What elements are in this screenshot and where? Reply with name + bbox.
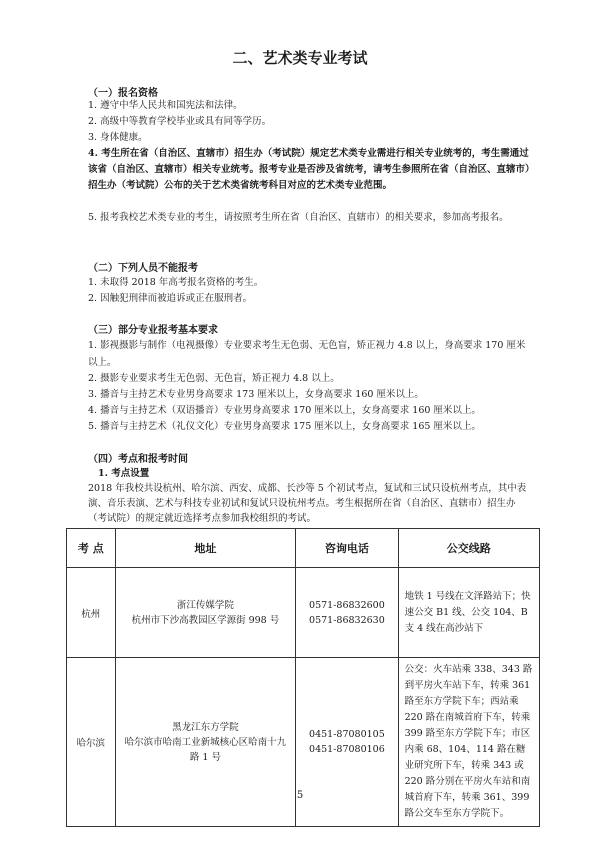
eligibility-item-4: 4. 考生所在省（自治区、直辖市）招生办（考试院）规定艺术类专业需进行相关专业统考的，考生需通过该省（自治区、直辖市）相关专业统考。报考专业是否涉及省统考，请考生参照所在省（自治区、直辖市）招生办（考试院）公布的关于艺术类省统考科目对应的艺术类专业范围。 [88,148,530,191]
site-phone [296,658,398,827]
column-header-bus: 公交线路 [398,529,539,568]
sub-heading-exam-sites: 1. 考点设置 [98,468,150,479]
section-heading-excluded: （二）下列人员不能报考 [88,263,198,274]
page-number: 5 [296,790,304,801]
eligibility-item: 1. 遵守中华人民共和国宪法和法律。 [88,100,243,111]
table-header-row [67,529,540,568]
section-heading-requirements: （三）部分专业报考基本要求 [88,325,218,336]
address-line: 哈尔滨市哈南工业新城核心区哈南十九路 1 号 [124,736,287,763]
site-address [115,568,296,658]
eligibility-item-5: 5. 报考我校艺术类专业的考生，请按照考生所在省（自治区、直辖市）的相关要求，参加高考报名。 [88,212,509,223]
site-city: 哈尔滨 [67,658,116,827]
phone-number: 0451-87080106 [309,744,385,755]
exam-sites-table [66,528,540,827]
column-header-site: 考 点 [67,529,116,568]
phone-number: 0451-87080105 [309,729,385,740]
excluded-item: 2. 因触犯刑律而被追诉或正在服刑者。 [88,293,253,304]
site-bus-routes: 公交：火车站乘 338、343 路到平房火车站下车，转乘 361 路至东方学院下车；西站乘 220 路在南城首府下车，转乘 399 路至东方学院下车；市区内乘 68、104、114 路在糖业研究所下车，转乘 343 或 220 路分别在平房火车站和南城首府下车，转乘 361、399 路公交车至东方学院下。 [398,658,539,827]
phone-number: 0571-86832630 [309,614,385,626]
address-line: 杭州市下沙高教园区学源街 998 号 [131,614,280,626]
requirement-item: 5. 播音与主持艺术（礼仪文化）专业男身高要求 175 厘米以上，女身高要求 165 厘米以上。 [88,421,481,432]
phone-number: 0571-86832600 [309,599,385,611]
page-title: 二、艺术类专业考试 [232,49,368,67]
requirement-item: 1. 影视摄影与制作（电视摄像）专业要求考生无色弱、无色盲，矫正视力 4.8 以上，身高要求 170 厘米以上。 [88,340,526,368]
table-row [67,568,540,658]
excluded-item: 1. 未取得 2018 年高考报名资格的考生。 [88,277,264,288]
requirement-item: 2. 摄影专业要求考生无色弱、无色盲，矫正视力 4.8 以上。 [88,373,340,384]
exam-sites-paragraph: 2018 年我校共设杭州、哈尔滨、西安、成都、长沙等 5 个初试考点，复试和三试只设杭州考点，其中表演、音乐表演、艺术与科技专业初试和复试只设杭州考点。考生根据所在省（自治区、直辖市）招生办（考试院）的规定就近选择考点参加我校组织的考试。 [88,483,527,524]
site-address [115,658,296,827]
address-line: 黑龙江东方学院 [172,721,239,733]
column-header-address: 地址 [115,529,296,568]
section-heading-eligibility: （一）报名资格 [88,88,158,99]
address-line: 浙江传媒学院 [176,599,234,611]
site-phone [296,568,398,658]
section-heading-exam-sites: （四）考点和报考时间 [88,454,188,465]
site-bus-routes: 地铁 1 号线在文泽路站下；快速公交 B1 线、公交 104、B 支 4 线在高沙站下 [398,568,539,658]
requirement-item: 3. 播音与主持艺术专业男身高要求 173 厘米以上，女身高要求 160 厘米以上。 [88,389,424,400]
requirement-item: 4. 播音与主持艺术（双语播音）专业男身高要求 170 厘米以上，女身高要求 160 厘米以上。 [88,405,481,416]
table-row [67,658,540,827]
site-city: 杭州 [67,568,116,658]
eligibility-item: 2. 高级中等教育学校毕业或具有同等学历。 [88,116,272,127]
column-header-phone: 咨询电话 [296,529,398,568]
eligibility-item: 3. 身体健康。 [88,132,148,143]
